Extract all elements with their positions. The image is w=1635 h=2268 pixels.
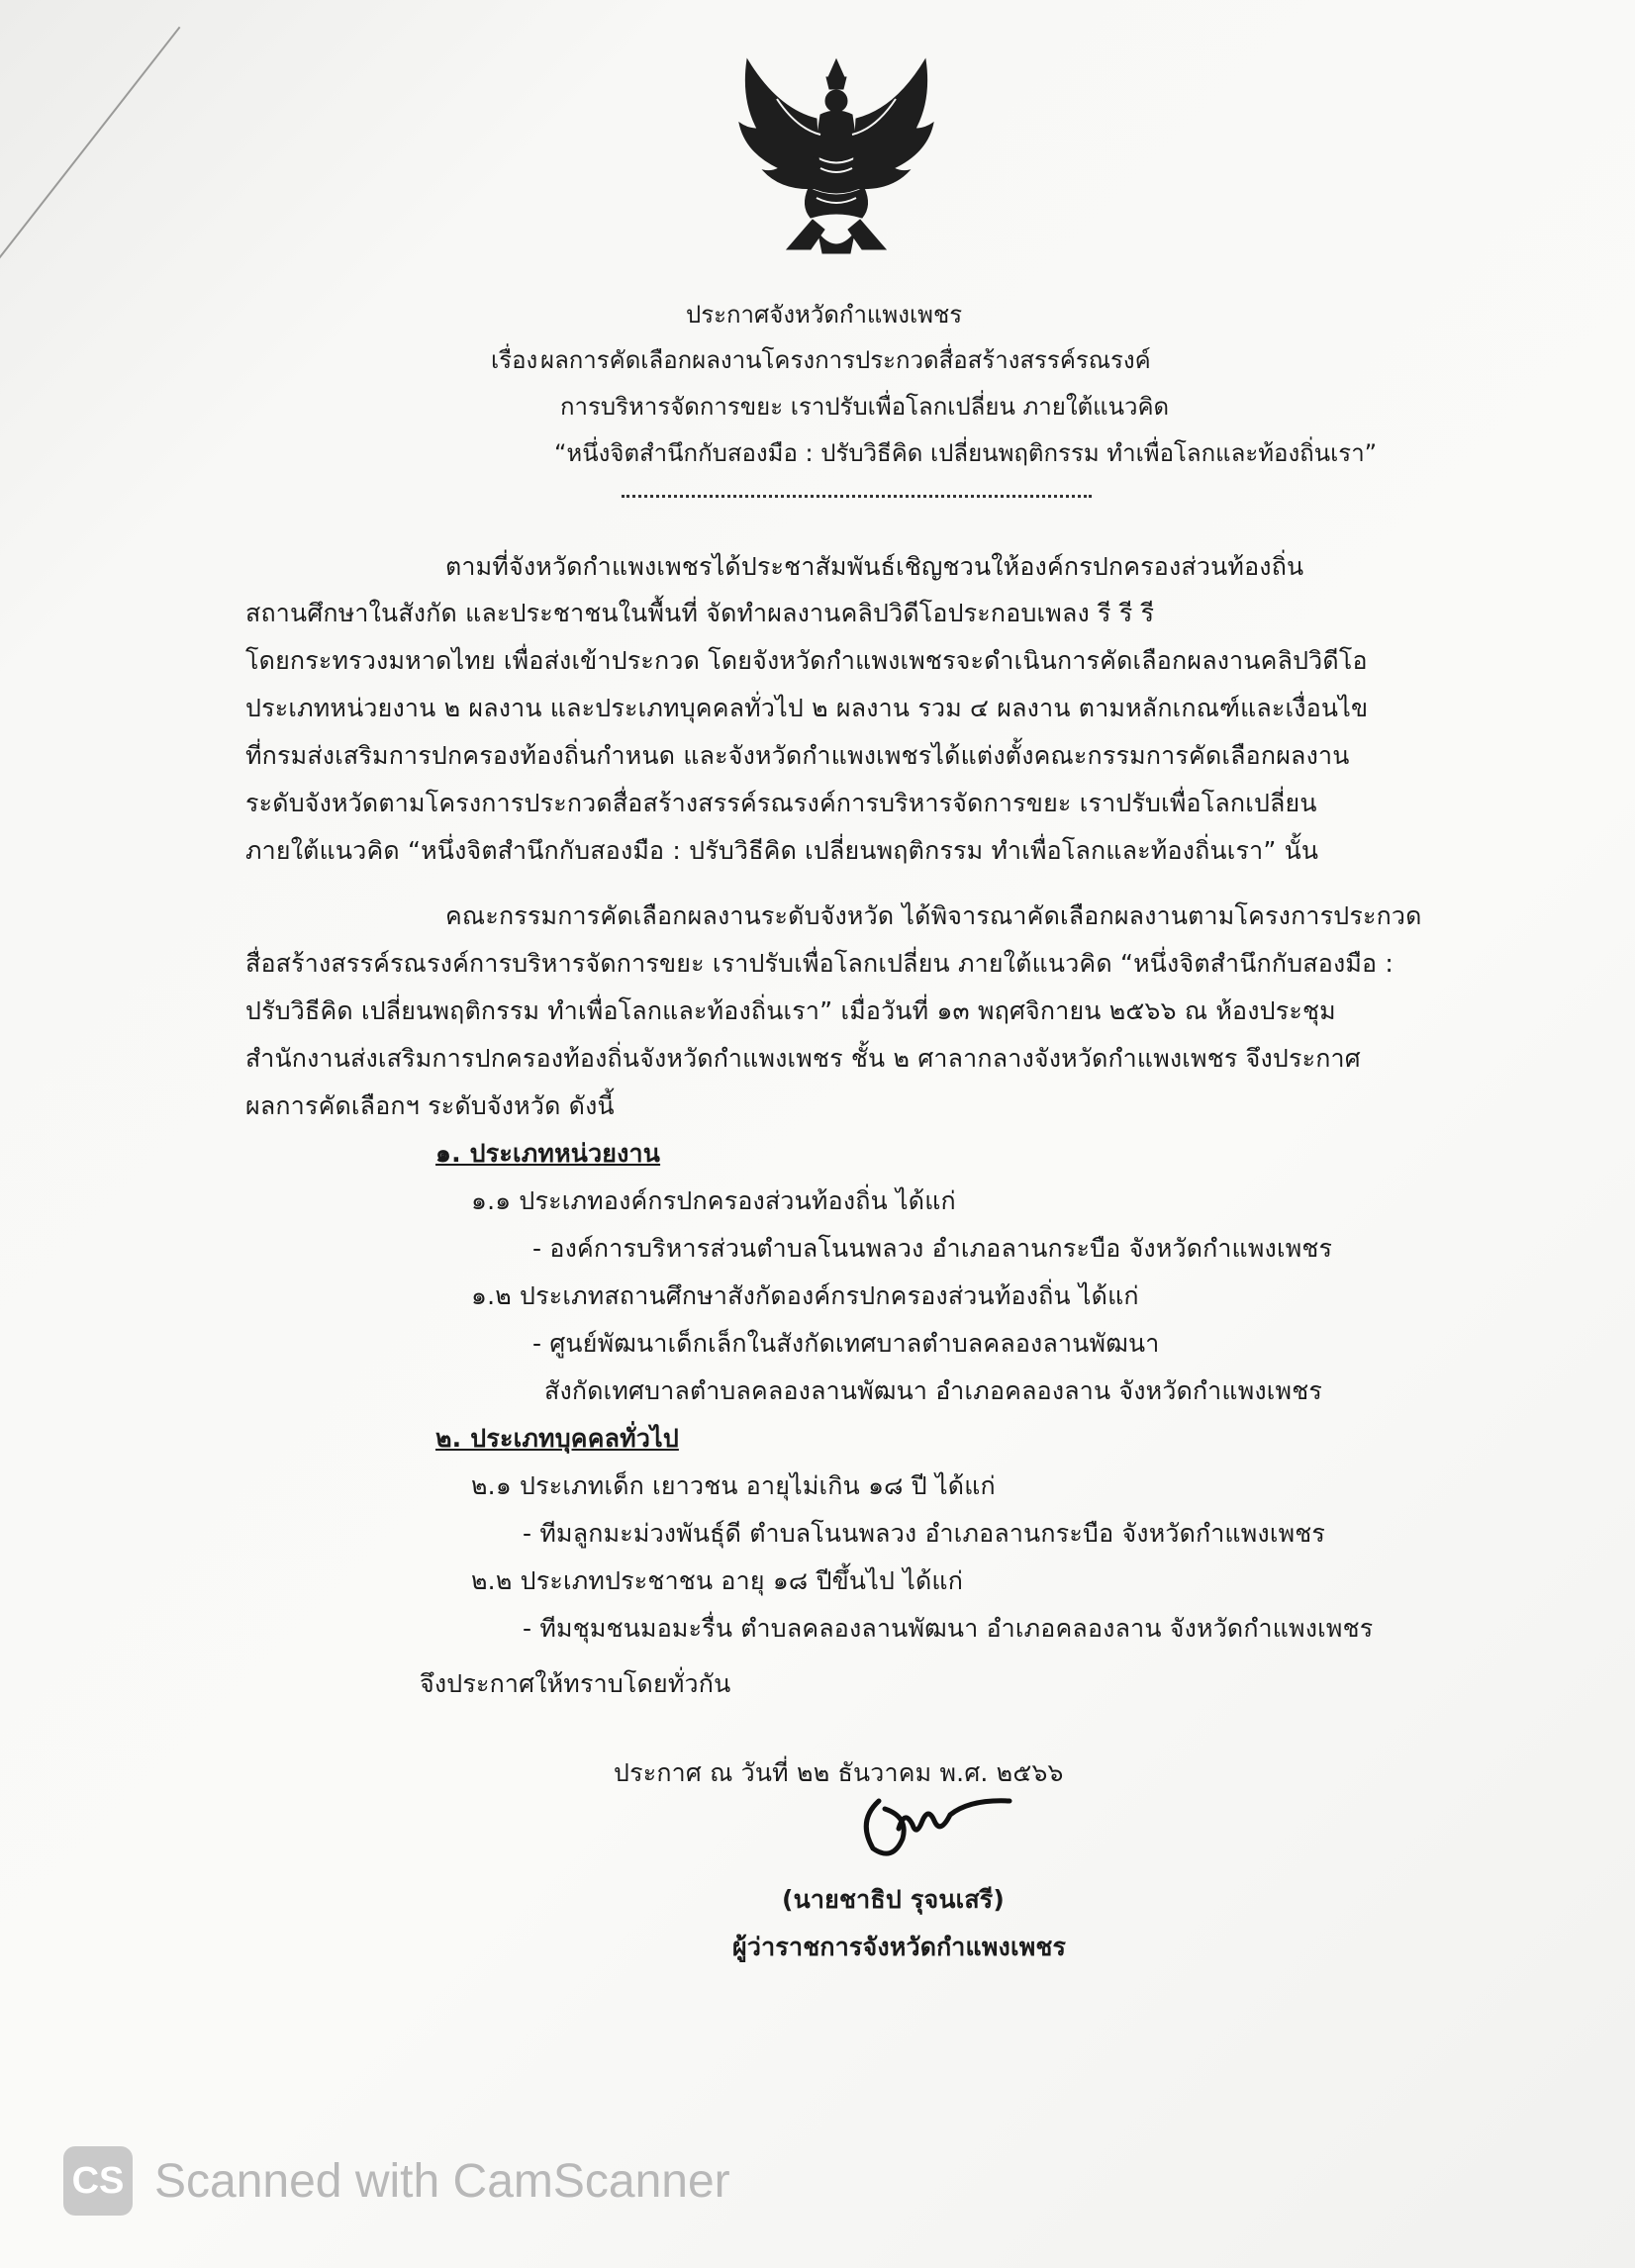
para1-line-3: โดยกระทรวงมหาดไทย เพื่อส่งเข้าประกวด โดยจังหวัดกำแพงเพชรจะดำเนินการคัดเลือกผลงานคลิปวิดีโอ: [245, 646, 1368, 675]
section2-sub2-item: - ทีมชุมชนมอมะรื่น ตำบลคลองลานพัฒนา อำเภอคลองลาน จังหวัดกำแพงเพชร: [523, 1614, 1374, 1643]
para1-line-7: ภายใต้แนวคิด “หนึ่งจิตสำนึกกับสองมือ : ปรับวิธีคิด เปลี่ยนพฤติกรรม ทำเพื่อโลกและท้องถิ่นเรา” นั้น: [245, 836, 1319, 865]
para2-line-1: คณะกรรมการคัดเลือกผลงานระดับจังหวัด ได้พิจารณาคัดเลือกผลงานตามโครงการประกวด: [445, 901, 1422, 930]
subject-label: เรื่อง: [491, 346, 538, 374]
camscanner-text: Scanned with CamScanner: [154, 2154, 730, 2208]
announcement-title: ประกาศจังหวัดกำแพงเพชร: [686, 301, 963, 329]
para1-line-4: ประเภทหน่วยงาน ๒ ผลงาน และประเภทบุคคลทั่วไป ๒ ผลงาน รวม ๔ ผลงาน ตามหลักเกณฑ์และเงื่อนไข: [245, 694, 1369, 722]
section2-heading: ๒. ประเภทบุคคลทั่วไป: [435, 1424, 679, 1453]
section1-sub1: ๑.๑ ประเภทองค์กรปกครองส่วนท้องถิ่น ได้แก่: [471, 1186, 956, 1215]
para2-line-4: สำนักงานส่งเสริมการปกครองท้องถิ่นจังหวัดกำแพงเพชร ชั้น ๒ ศาลากลางจังหวัดกำแพงเพชร จึงประกาศ: [245, 1044, 1361, 1073]
para2-line-3: ปรับวิธีคิด เปลี่ยนพฤติกรรม ทำเพื่อโลกและท้องถิ่นเรา” เมื่อวันที่ ๑๓ พฤศจิกายน ๒๕๖๖ ณ ห้องประชุม: [245, 996, 1336, 1025]
section1-sub2: ๑.๒ ประเภทสถานศึกษาสังกัดองค์กรปกครองส่วนท้องถิ่น ได้แก่: [471, 1281, 1139, 1310]
announcement-date: ประกาศ ณ วันที่ ๒๒ ธันวาคม พ.ศ. ๒๕๖๖: [614, 1758, 1064, 1787]
camscanner-watermark: [63, 2145, 730, 2217]
paper-fold-crease: [0, 27, 180, 309]
garuda-emblem-icon: [718, 40, 955, 267]
section1-heading: ๑. ประเภทหน่วยงาน: [435, 1139, 661, 1168]
subject-line-2: การบริหารจัดการขยะ เราปรับเพื่อโลกเปลี่ยน ภายใต้แนวคิด: [560, 393, 1170, 421]
para1-line-5: ที่กรมส่งเสริมการปกครองท้องถิ่นกำหนด และจังหวัดกำแพงเพชรได้แต่งตั้งคณะกรรมการคัดเลือกผลงาน: [245, 741, 1350, 770]
signer-name: (นายชาธิป รุจนเสรี): [782, 1885, 1006, 1914]
section1-sub2-item-2: สังกัดเทศบาลตำบลคลองลานพัฒนา อำเภอคลองลาน จังหวัดกำแพงเพชร: [544, 1376, 1323, 1405]
separator-dotted-line: [622, 495, 1092, 498]
signer-title: ผู้ว่าราชการจังหวัดกำแพงเพชร: [732, 1933, 1067, 1961]
closing-statement: จึงประกาศให้ทราบโดยทั่วกัน: [420, 1669, 731, 1698]
section1-sub2-item-1: - ศูนย์พัฒนาเด็กเล็กในสังกัดเทศบาลตำบลคลองลานพัฒนา: [532, 1329, 1160, 1358]
subject-line-3: “หนึ่งจิตสำนึกกับสองมือ : ปรับวิธีคิด เปลี่ยนพฤติกรรม ทำเพื่อโลกและท้องถิ่นเรา”: [554, 439, 1378, 467]
para1-line-6: ระดับจังหวัดตามโครงการประกวดสื่อสร้างสรรค์รณรงค์การบริหารจัดการขยะ เราปรับเพื่อโลกเปลี่ยน: [245, 789, 1317, 817]
section1-sub1-item: - องค์การบริหารส่วนตำบลโนนพลวง อำเภอลานกระบือ จังหวัดกำแพงเพชร: [532, 1234, 1333, 1263]
para2-line-2: สื่อสร้างสรรค์รณรงค์การบริหารจัดการขยะ เราปรับเพื่อโลกเปลี่ยน ภายใต้แนวคิด “หนึ่งจิตสำนึกกับสองมือ :: [245, 949, 1395, 978]
section2-sub1: ๒.๑ ประเภทเด็ก เยาวชน อายุไม่เกิน ๑๘ ปี ได้แก่: [471, 1471, 996, 1500]
subject-line-1: ผลการคัดเลือกผลงานโครงการประกวดสื่อสร้างสรรค์รณรงค์: [540, 346, 1151, 374]
handwritten-signature: [851, 1771, 1029, 1870]
camscanner-logo-icon: CS: [63, 2146, 133, 2216]
para2-line-5: ผลการคัดเลือกฯ ระดับจังหวัด ดังนี้: [245, 1091, 615, 1120]
section2-sub2: ๒.๒ ประเภทประชาชน อายุ ๑๘ ปีขึ้นไป ได้แก่: [471, 1566, 964, 1595]
para1-line-1: ตามที่จังหวัดกำแพงเพชรได้ประชาสัมพันธ์เชิญชวนให้องค์กรปกครองส่วนท้องถิ่น: [445, 552, 1304, 581]
section2-sub1-item: - ทีมลูกมะม่วงพันธุ์ดี ตำบลโนนพลวง อำเภอลานกระบือ จังหวัดกำแพงเพชร: [523, 1519, 1326, 1548]
para1-line-2: สถานศึกษาในสังกัด และประชาชนในพื้นที่ จัดทำผลงานคลิปวิดีโอประกอบเพลง รี รี รี: [245, 599, 1155, 627]
